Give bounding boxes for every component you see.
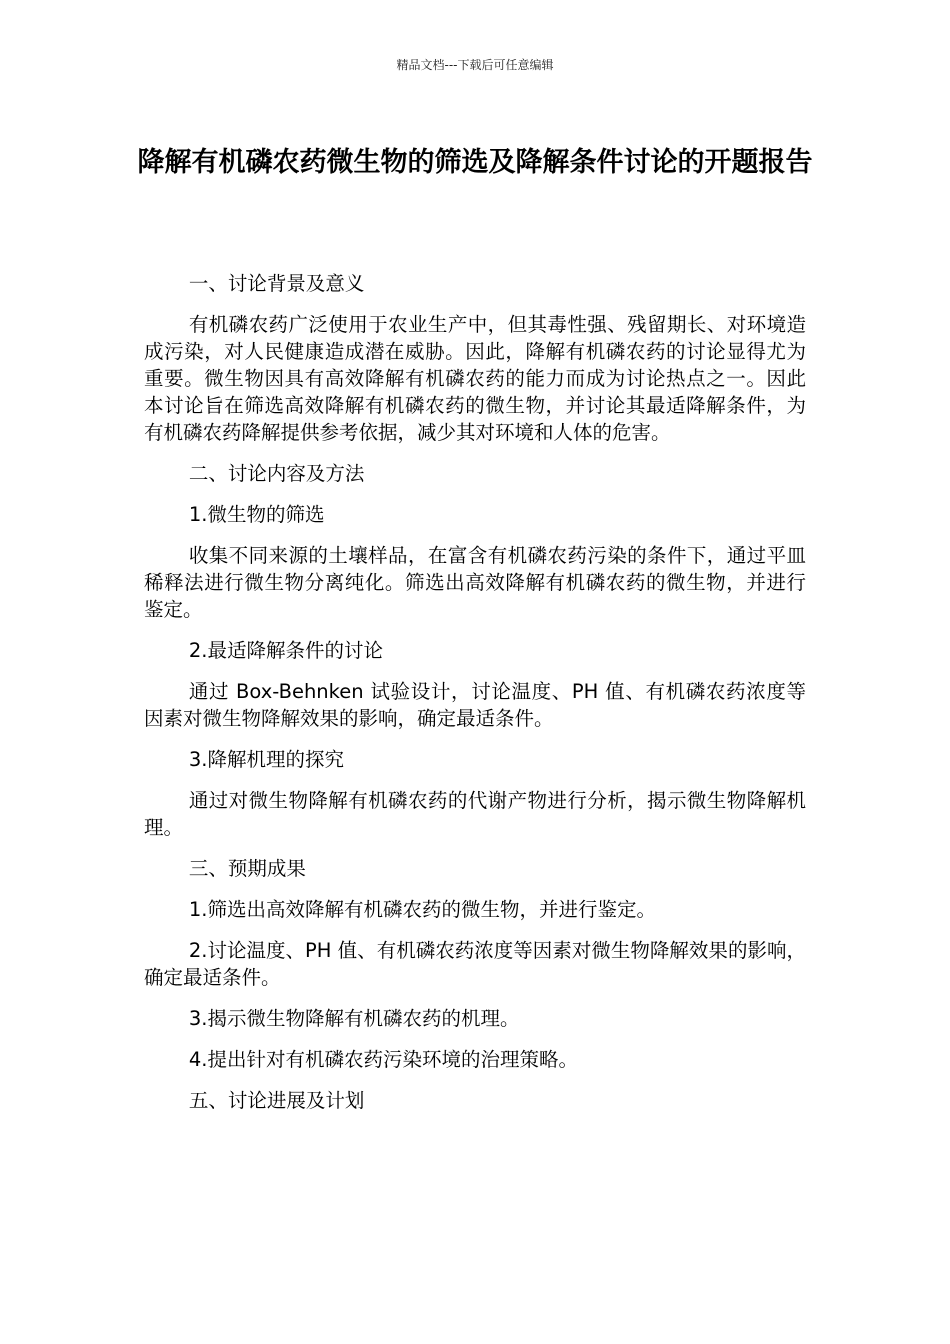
section-heading-progress-plan: 五、讨论进展及计划 (188, 1089, 365, 1112)
list-item-result-4: 4.提出针对有机磷农药污染环境的治理策略。 (188, 1048, 578, 1071)
paragraph-background: 有机磷农药广泛使用于农业生产中，但其毒性强、残留期长、对环境造成污染，对人民健康造成潜在威胁。因此，降解有机磷农药的讨论显得尤为重要。微生物因具有高效降解有机磷农药的能力而成为讨论热点之一。因此本讨论旨在筛选高效降解有机磷农药的微生物，并讨论其最适降解条件，为有机磷农药降解提供参考依据，减少其对环境和人体的危害。 (144, 313, 806, 444)
section-heading-expected-results: 三、预期成果 (188, 857, 306, 880)
document-body (144, 270, 806, 1128)
paragraph-mechanism: 通过对微生物降解有机磷农药的代谢产物进行分析，揭示微生物降解机理。 (144, 789, 806, 839)
paragraph-optimal-conditions: 通过 Box-Behnken 试验设计，讨论温度、PH 值、有机磷农药浓度等因素对微生物降解效果的影响，确定最适条件。 (144, 680, 806, 730)
list-item-result-1: 1.筛选出高效降解有机磷农药的微生物，并进行鉴定。 (188, 898, 656, 921)
document-title: 降解有机磷农药微生物的筛选及降解条件讨论的开题报告 (137, 147, 813, 178)
section-heading-background: 一、讨论背景及意义 (188, 272, 365, 295)
list-item-result-2: 2.讨论温度、PH 值、有机磷农药浓度等因素对微生物降解效果的影响，确定最适条件。 (144, 939, 806, 989)
header-note: 精品文档---下载后可任意编辑 (396, 58, 554, 72)
list-item-result-3: 3.揭示微生物降解有机磷农药的机理。 (188, 1007, 520, 1030)
subheading-screening: 1.微生物的筛选 (188, 503, 325, 526)
section-heading-content-methods: 二、讨论内容及方法 (188, 462, 365, 485)
subheading-optimal-conditions: 2.最适降解条件的讨论 (188, 639, 383, 662)
paragraph-screening: 收集不同来源的土壤样品，在富含有机磷农药污染的条件下，通过平皿稀释法进行微生物分离纯化。筛选出高效降解有机磷农药的微生物，并进行鉴定。 (144, 544, 806, 621)
subheading-mechanism: 3.降解机理的探究 (188, 748, 344, 771)
